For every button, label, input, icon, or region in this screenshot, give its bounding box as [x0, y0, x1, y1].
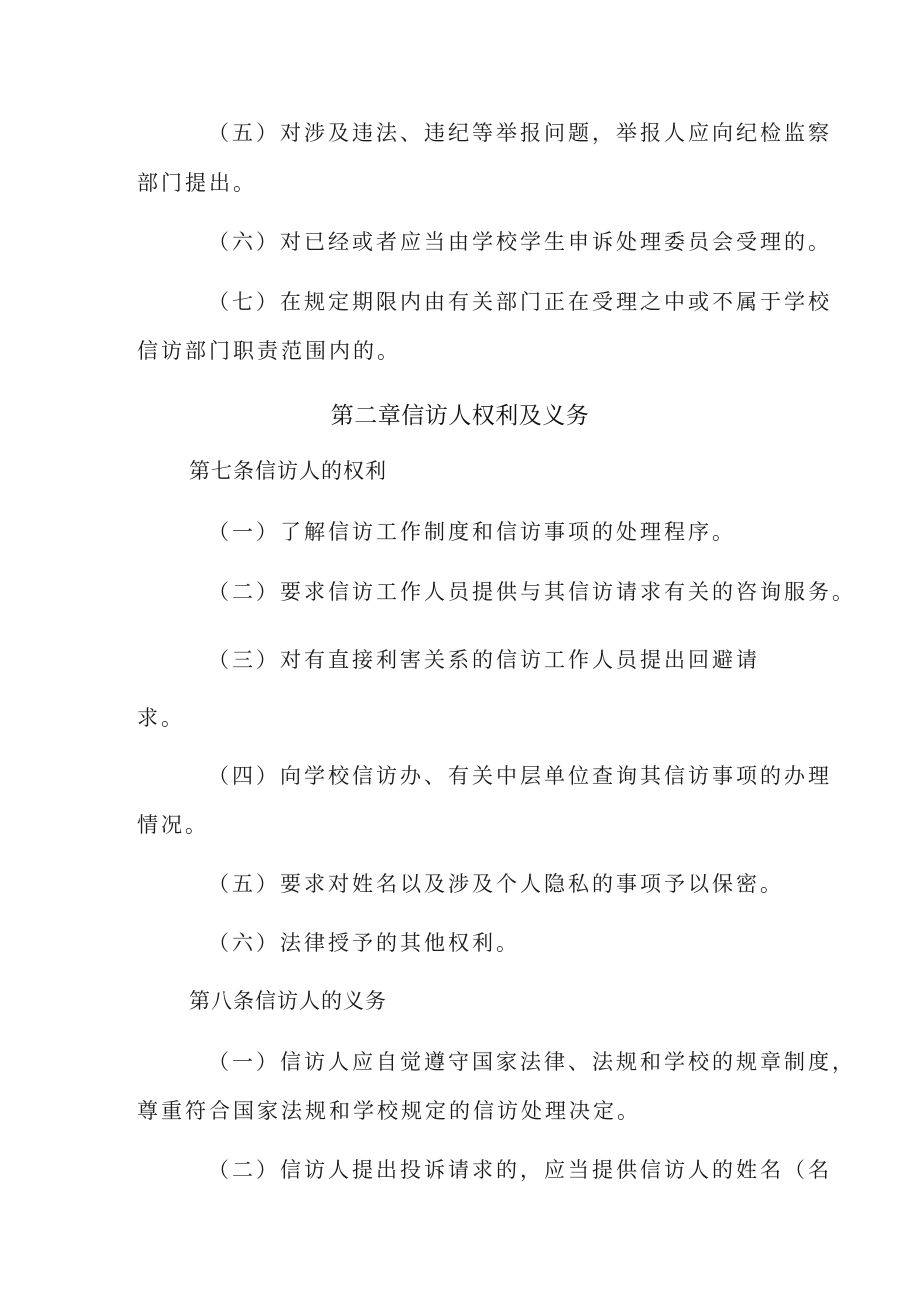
paragraph-line: （五）对涉及违法、违纪等举报问题，举报人应向纪检监察 [208, 121, 832, 145]
paragraph-line: （四）向学校信访办、有关中层单位查询其信访事项的办理 [208, 764, 832, 788]
paragraph-line: 部门提出。 [137, 171, 257, 195]
paragraph-line: （一）信访人应自觉遵守国家法律、法规和学校的规章制度， [208, 1050, 856, 1074]
paragraph-line: （六）对已经或者应当由学校学生申诉处理委员会受理的。 [208, 230, 832, 254]
paragraph-line: （二）要求信访工作人员提供与其信访请求有关的咨询服务。 [208, 580, 856, 604]
paragraph-line: （三）对有直接利害关系的信访工作人员提出回避请 [208, 648, 760, 672]
article-title: 第七条信访人的权利 [189, 459, 387, 483]
paragraph-line: （一）了解信访工作制度和信访事项的处理程序。 [208, 520, 736, 544]
article-title: 第八条信访人的义务 [189, 989, 387, 1013]
paragraph-line: 求。 [137, 706, 185, 730]
paragraph-line: （六）法律授予的其他权利。 [208, 931, 520, 955]
paragraph-line: （二）信访人提出投诉请求的，应当提供信访人的姓名（名 [208, 1158, 832, 1182]
paragraph-line: （七）在规定期限内由有关部门正在受理之中或不属于学校 [208, 290, 832, 314]
paragraph-line: （五）要求对姓名以及涉及个人隐私的事项予以保密。 [208, 872, 784, 896]
paragraph-line: 信访部门职责范围内的。 [137, 339, 401, 363]
chapter-heading: 第二章信访人权利及义务 [330, 403, 590, 429]
paragraph-line: 情况。 [137, 813, 209, 837]
paragraph-line: 尊重符合国家法规和学校规定的信访处理决定。 [137, 1099, 641, 1123]
